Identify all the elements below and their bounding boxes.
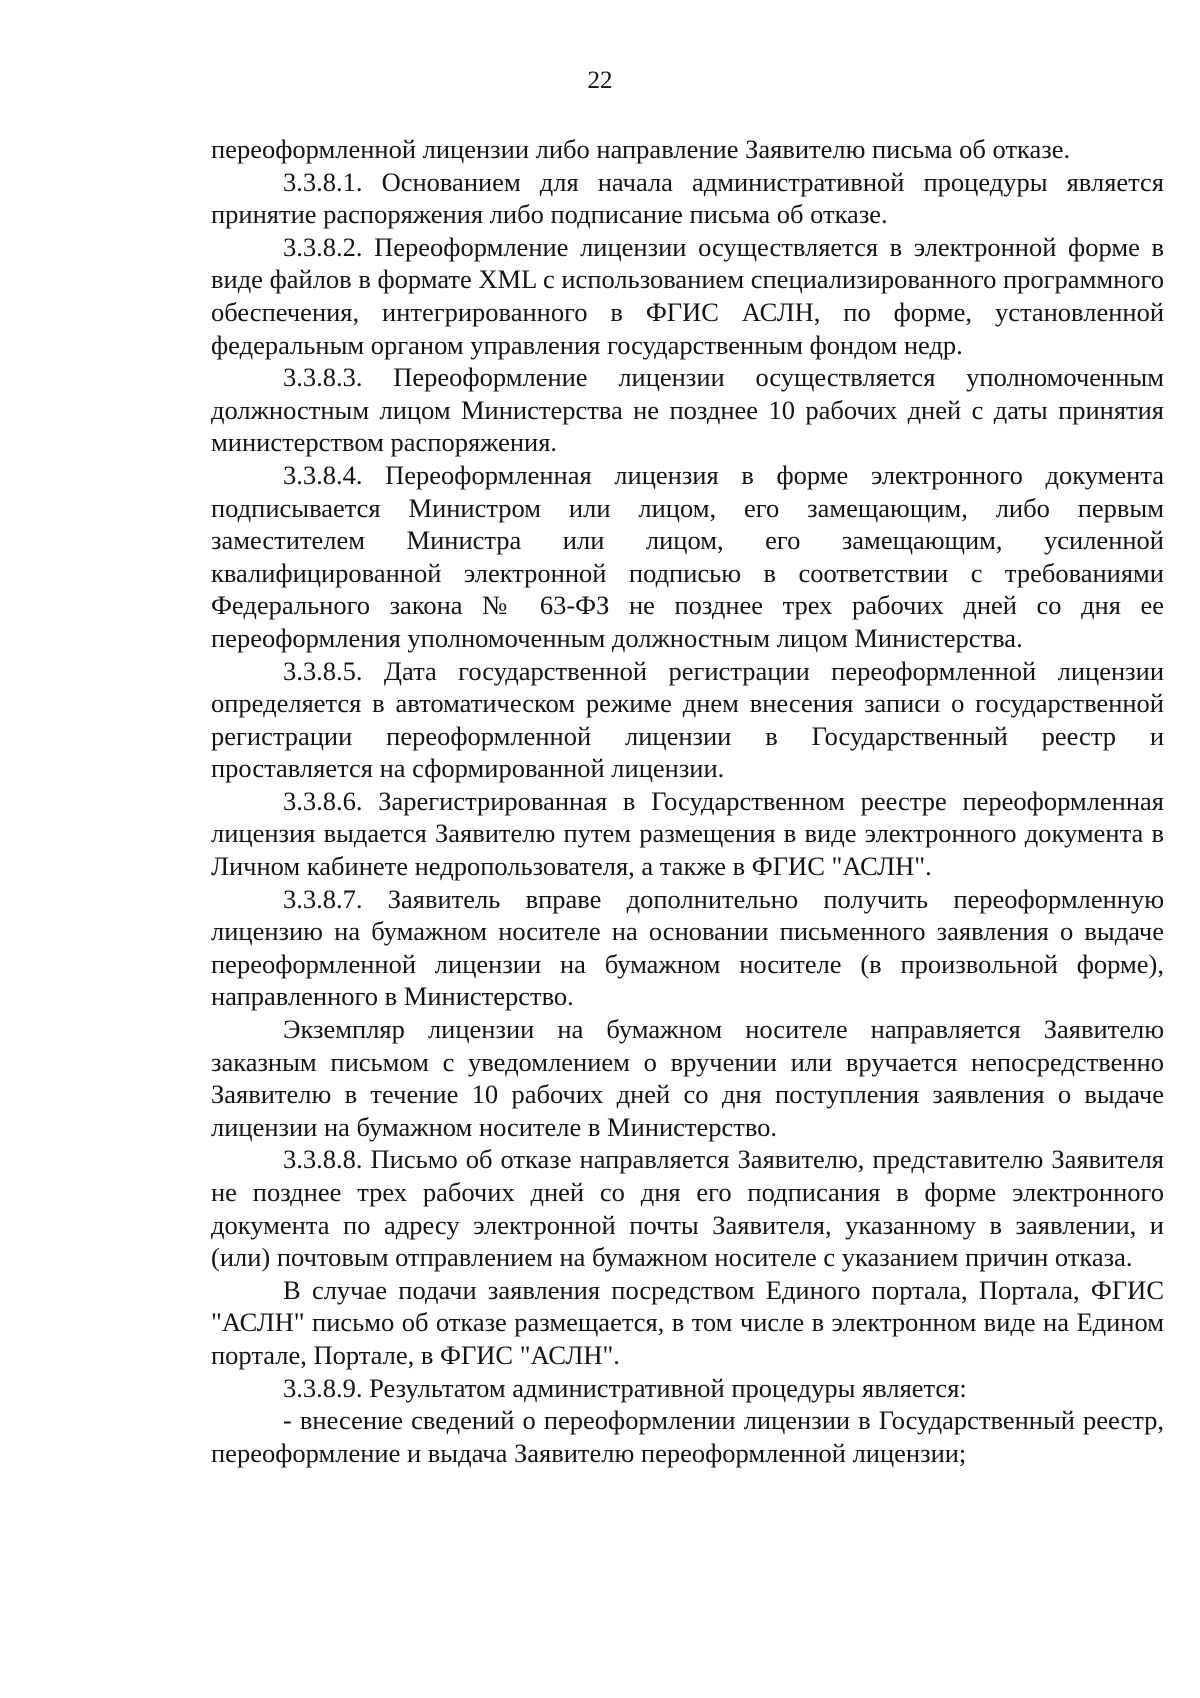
- paragraph-3-3-8-3: 3.3.8.3. Переоформление лицензии осуществляется уполномоченным должностным лицом Министерства не позднее 10 рабочих дней с даты принятия министерством распоряжения.: [211, 362, 1164, 458]
- paragraph-refusal-portal: В случае подачи заявления посредством Единого портала, Портала, ФГИС "АСЛН" письмо об отказе размещается, в том числе в электронном виде на Едином портале, Портале, в ФГИС "АСЛН".: [211, 1274, 1164, 1370]
- paragraph-3-3-8-8: 3.3.8.8. Письмо об отказе направляется Заявителю, представителю Заявителя не позднее трех рабочих дней со дня его подписания в форме электронного документа по адресу электронной почты Заявителя, указанному в заявлении, и (или) почтовым отправлением на бумажном носителе с указанием причин отказа.: [211, 1144, 1164, 1273]
- paragraph-3-3-8-1: 3.3.8.1. Основанием для начала административной процедуры является принятие распоряжения либо подписание письма об отказе.: [211, 166, 1164, 230]
- paragraph-paper-copy: Экземпляр лицензии на бумажном носителе направляется Заявителю заказным письмом с уведомлением о вручении или вручается непосредственно Заявителю в течение 10 рабочих дней со дня поступления заявления о выдаче лицензии на бумажном носителе в Министерство.: [211, 1014, 1164, 1142]
- page-number: 22: [587, 67, 613, 94]
- paragraph-3-3-8-2: 3.3.8.2. Переоформление лицензии осуществляется в электронной форме в виде файлов в формате XML с использованием специализированного программного обеспечения, интегрированного в ФГИС АСЛН, по форме, установленной федеральным органом управления государственным фондом недр.: [211, 231, 1164, 360]
- document-body: [211, 133, 1164, 1469]
- paragraph-3-3-8-6: 3.3.8.6. Зарегистрированная в Государственном реестре переоформленная лицензия выдается Заявителю путем размещения в виде электронного документа в Личном кабинете недропользователя, а также в ФГИС "АСЛН".: [211, 785, 1164, 882]
- paragraph-continuation: переоформленной лицензии либо направление Заявителю письма об отказе.: [211, 134, 1071, 164]
- paragraph-3-3-8-7: 3.3.8.7. Заявитель вправе дополнительно получить переоформленную лицензию на бумажном носителе на основании письменного заявления о выдаче переоформленной лицензии на бумажном носителе (в произвольной форме), направленного в Министерство.: [211, 883, 1164, 1012]
- paragraph-result-item: - внесение сведений о переоформлении лицензии в Государственный реестр, переоформление и выдача Заявителю переоформленной лицензии;: [211, 1405, 1164, 1468]
- paragraph-3-3-8-5: 3.3.8.5. Дата государственной регистрации переоформленной лицензии определяется в автоматическом режиме днем внесения записи о государственной регистрации переоформленной лицензии в Государственный реестр и проставляется на сформированной лицензии.: [211, 655, 1164, 784]
- paragraph-3-3-8-9: 3.3.8.9. Результатом административной процедуры является:: [283, 1372, 967, 1403]
- paragraph-3-3-8-4: 3.3.8.4. Переоформленная лицензия в форме электронного документа подписывается Министром или лицом, его замещающим, либо первым заместителем Министра или лицом, его замещающим, усиленной квалифицированной электронной подписью в соответствии с требованиями Федерального закона № 63-ФЗ не позднее трех рабочих дней со дня ее переоформления уполномоченным должностным лицом Министерства.: [211, 459, 1164, 653]
